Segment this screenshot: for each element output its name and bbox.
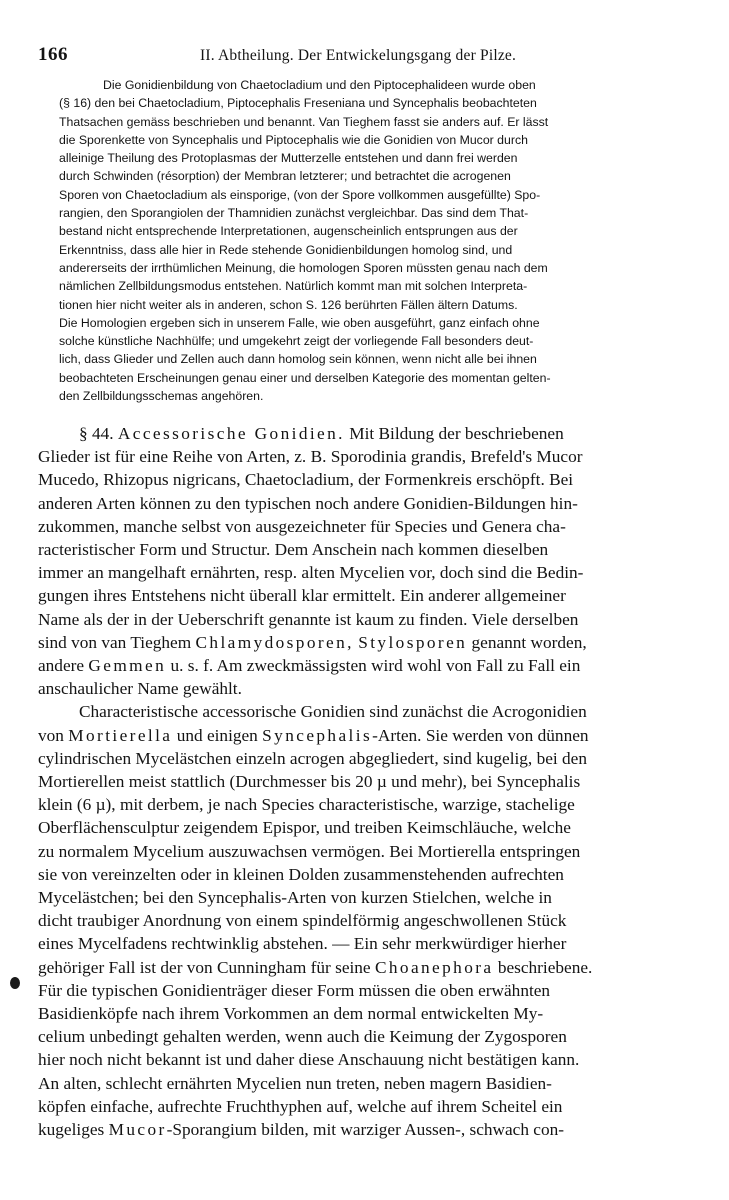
note-line: andererseits der irrthümlichen Meinung, die homologen Sporen müssten genau nach dem <box>59 260 548 275</box>
note-line: bestand nicht entsprechende Interpretationen, augenscheinlich entsprungen aus der <box>59 224 518 239</box>
body-line <box>38 631 700 654</box>
page-number: 166 <box>38 44 68 65</box>
text-run: genannt worden, <box>471 632 587 652</box>
body-line: Characteristische accessorische Gonidien sind zunächst die Acrogonidien <box>79 702 587 722</box>
body-line: Mortierellen meist stattlich (Durchmesser bis 20 µ und mehr), bei Syncephalis <box>38 772 581 792</box>
body-line: Mucedo, Rhizopus nigricans, Chaetocladium, der Formenkreis erschöpft. Bei <box>38 470 574 490</box>
body-line: Mycelästchen; bei den Syncephalis-Arten von kurzen Stielchen, welche in <box>38 888 552 908</box>
text-run: u. s. f. Am zweckmässigsten wird wohl von Fall zu Fall ein <box>170 656 581 676</box>
note-line: nämlichen Zellbildungsmodus entstehen. Natürlich kommt man mit solchen Interpreta- <box>59 279 528 294</box>
body-line: Glieder ist für eine Reihe von Arten, z. B. Sporodinia grandis, Brefeld's Mucor <box>38 447 583 467</box>
note-line: Sporen von Chaetocladium als einsporige, (von der Spore vollkommen ausgefüllte) Spo- <box>59 187 541 202</box>
body-line: anderen Arten können zu den typischen noch andere Gonidien-Bildungen hin- <box>38 493 578 513</box>
running-title: II. Abtheilung. Der Entwickelungsgang der Pilze. <box>200 47 517 64</box>
body-line: cylindrischen Mycelästchen einzeln acrogen abgegliedert, sind kugelig, bei den <box>38 748 587 768</box>
text-run: Mit Bildung der beschriebenen <box>349 424 564 443</box>
note-line: Erkenntniss, dass alle hier in Rede stehende Gonidienbildungen homolog sind, und <box>59 242 513 257</box>
text-run: andere <box>38 656 85 676</box>
body-line: Oberflächensculptur zeigendem Epispor, und treiben Keimschläuche, welche <box>38 818 571 838</box>
body-line: eines Mycelfadens rechtwinklig abstehen. — Ein sehr merkwürdiger hierher <box>38 934 567 954</box>
body-line: zu normalem Mycelium auszuwachsen vermögen. Bei Mortierella entspringen <box>38 841 581 861</box>
text-run: sind von van Tieghem <box>38 632 192 652</box>
term-syncephalis: Syncephalis <box>262 725 373 745</box>
note-line: den Zellbildungsschemas angehören. <box>59 389 264 404</box>
term-stylosporen: Stylosporen <box>358 632 468 652</box>
note-line: Die Gonidienbildung von Chaetocladium und den Piptocephalideen wurde oben <box>103 78 536 92</box>
note-line: rangien, den Sporangiolen der Thamnidien zunächst vergleichbar. Das sind dem That- <box>59 206 529 221</box>
body-line <box>38 956 700 979</box>
body-line: gungen ihres Entstehens nicht überall klar ermittelt. Ein anderer allgemeiner <box>38 586 566 606</box>
section-heading-line <box>38 422 700 445</box>
body-line: immer an mangelhaft ernährten, resp. alten Mycelien vor, doch sind die Bedin- <box>38 563 584 583</box>
note-line: die Sporenkette von Syncephalis und Piptocephalis wie die Gonidien von Mucor durch <box>59 132 528 147</box>
term-mucor: Mucor <box>108 1120 167 1140</box>
term-chlamydosporen: Chlamydosporen, <box>195 632 354 652</box>
section-number: § 44. <box>79 424 114 443</box>
section-body <box>38 422 700 1141</box>
term-gemmen: Gemmen <box>88 656 167 676</box>
text-run: -Arten. Sie werden von dünnen <box>372 725 589 745</box>
text-run: kugeliges <box>38 1120 105 1140</box>
section-title: Accessorische Gonidien. <box>117 424 345 443</box>
paragraph-1 <box>38 422 700 700</box>
body-line: dicht traubiger Anordnung von einem spindelförmig angeschwollenen Stück <box>38 911 567 931</box>
term-mortierella: Mortierella <box>68 725 173 745</box>
page-header <box>38 44 688 70</box>
ink-spot <box>10 977 20 989</box>
body-line: racteristischer Form und Structur. Dem Anschein nach kommen dieselben <box>38 540 549 560</box>
small-print-note <box>59 76 699 405</box>
body-line <box>38 724 700 747</box>
body-line <box>38 654 700 677</box>
body-line: Für die typischen Gonidienträger dieser Form müssen die oben erwähnten <box>38 980 551 1000</box>
body-line <box>38 1118 700 1141</box>
note-line: solche künstliche Nachhülfe; und umgekehrt zeigt der vorliegende Fall besonders deut- <box>59 334 534 349</box>
body-line: zukommen, manche selbst von ausgezeichneter für Species und Genera cha- <box>38 516 566 536</box>
body-line: Name als der in der Ueberschrift genannte ist kaum zu finden. Viele derselben <box>38 609 579 629</box>
text-run: beschriebene. <box>497 957 593 977</box>
note-line: lich, dass Glieder und Zellen auch dann homolog sein können, wenn nicht alle bei ihnen <box>59 352 537 367</box>
note-line: Die Homologien ergeben sich in unserem Falle, wie oben ausgeführt, ganz einfach ohne <box>59 315 540 330</box>
note-line: tionen hier nicht weiter als in anderen, schon S. 126 berührten Fällen ältern Datums. <box>59 297 518 312</box>
body-line: celium unbedingt gehalten werden, wenn auch die Keimung der Zygosporen <box>38 1027 567 1047</box>
text-run: -Sporangium bilden, mit warziger Aussen-, schwach con- <box>166 1120 565 1140</box>
note-line: beobachteten Erscheinungen genau einer und derselben Kategorie des momentan gelten- <box>59 370 551 385</box>
note-line: (§ 16) den bei Chaetocladium, Piptocephalis Freseniana und Syncephalis beobachteten <box>59 96 537 111</box>
text-run: und einigen <box>176 725 258 745</box>
note-line: durch Schwinden (résorption) der Membran letzterer; und betrachtet die acrogenen <box>59 169 511 184</box>
body-line: hier noch nicht bekannt ist und daher diese Anschauung nicht bestätigen kann. <box>38 1050 580 1070</box>
body-line: sie von vereinzelten oder in kleinen Dolden zusammenstehenden aufrechten <box>38 864 564 884</box>
body-line: Basidienköpfe nach ihrem Vorkommen an dem normal entwickelten My- <box>38 1004 544 1024</box>
body-line: anschaulicher Name gewählt. <box>38 679 242 699</box>
note-line: Thatsachen gemäss beschrieben und benannt. Van Tieghem fasst sie anders auf. Er lässt <box>59 114 549 129</box>
paragraph-2 <box>38 700 700 1141</box>
text-run: von <box>38 725 64 745</box>
term-choanephora: Choanephora <box>374 957 494 977</box>
body-line: An alten, schlecht ernährten Mycelien nun treten, neben magern Basidien- <box>38 1073 552 1093</box>
body-line: klein (6 µ), mit derbem, je nach Species characteristische, warzige, stachelige <box>38 795 575 815</box>
note-line: alleinige Theilung des Protoplasmas der Mutterzelle entstehen und dann frei werden <box>59 151 518 166</box>
text-run: gehöriger Fall ist der von Cunningham für seine <box>38 957 371 977</box>
body-line: köpfen einfache, aufrechte Fruchthyphen auf, welche auf ihrem Scheitel ein <box>38 1096 563 1116</box>
